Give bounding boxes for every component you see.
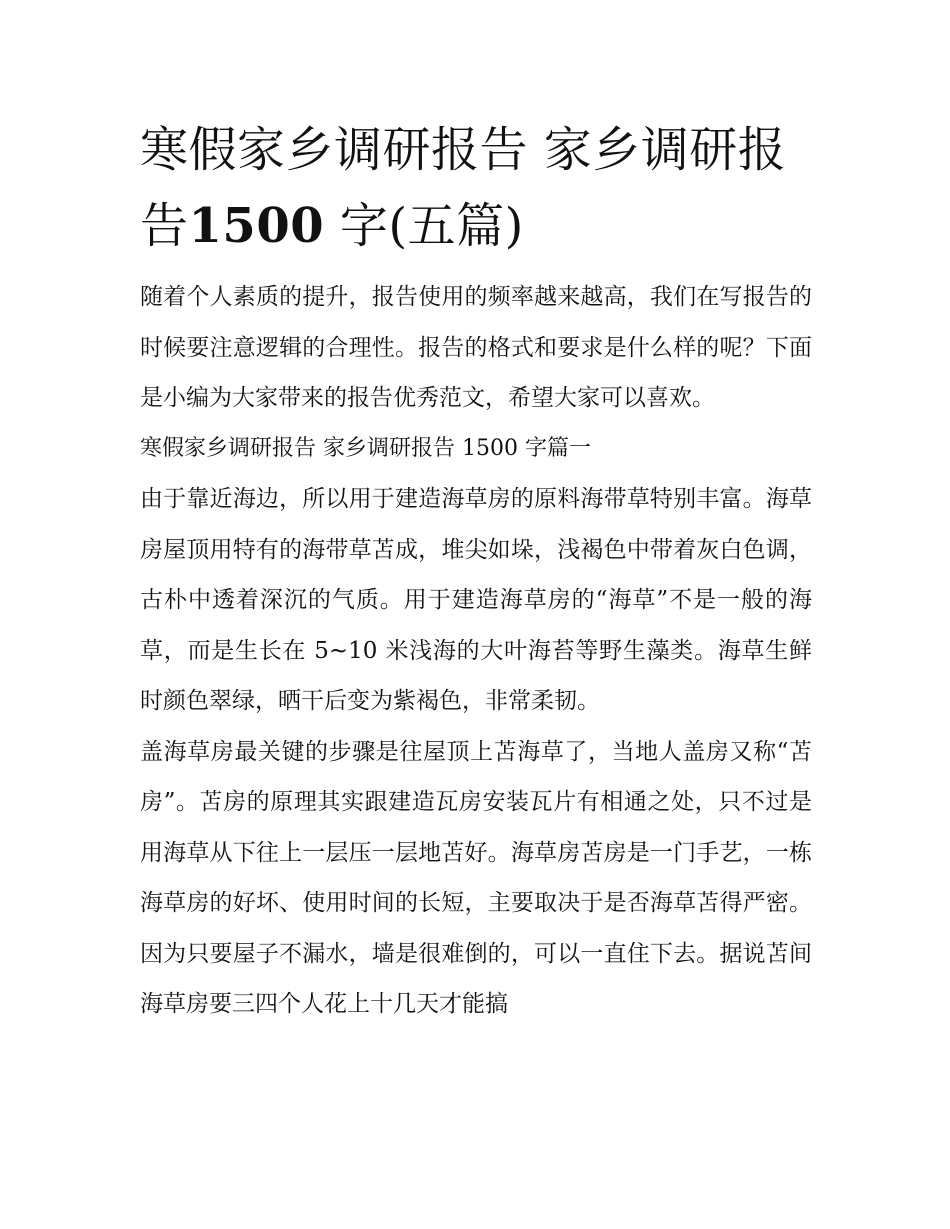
title-text-part1: 寒假家乡调研报告 家乡调研报告 — [140, 122, 787, 254]
title-number: 1500 — [188, 198, 325, 254]
body-paragraph-2: 盖海草房最关键的步骤是往屋顶上苫海草了，当地人盖房又称“苫房”。苫房的原理其实跟建造瓦房安装瓦片有相通之处，只不过是用海草从下往上一层压一层地苫好。海草房苫房是一门手艺，一栋海草房的好坏、使用时间的长短，主要取决于是否海草苫得严密。因为只要屋子不漏水，墙是很难倒的，可以一直住下去。据说苫间海草房要三四个人花上十几天才能搞 — [140, 738, 812, 1017]
section-heading: 寒假家乡调研报告 家乡调研报告 1500 字篇一 — [140, 435, 591, 461]
document-page — [140, 112, 812, 1030]
intro-paragraph: 随着个人素质的提升，报告使用的频率越来越高，我们在写报告的时候要注意逻辑的合理性。报告的格式和要求是什么样的呢？下面是小编为大家带来的报告优秀范文，希望大家可以喜欢。 — [140, 284, 812, 411]
body-paragraph-1: 由于靠近海边，所以用于建造海草房的原料海带草特别丰富。海草房屋顶用特有的海带草苫成，堆尖如垛，浅褐色中带着灰白色调，古朴中透着深沉的气质。用于建造海草房的“海草”不是一般的海草，而是生长在 5~10 米浅海的大叶海苔等野生藻类。海草生鲜时颜色翠绿，晒干后变为紫褐色，非常柔韧。 — [140, 486, 812, 714]
document-title — [140, 112, 812, 264]
title-text-part2: 字(五篇) — [339, 198, 524, 254]
